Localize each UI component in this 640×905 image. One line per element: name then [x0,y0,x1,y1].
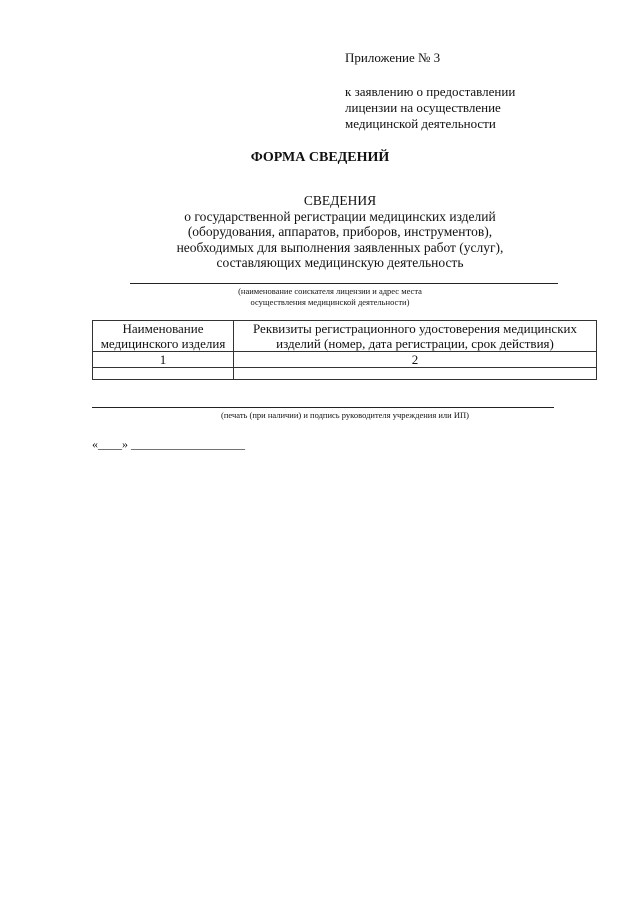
heading-line: составляющих медицинскую деятельность [216,255,464,270]
header-registration-details: Реквизиты регистрационного удостоверения медицинских изделий (номер, дата регистрации, срок действия) [234,321,597,352]
date-field[interactable]: «____» ___________________ [92,437,245,451]
table-number-row [93,352,597,368]
applicant-name-line[interactable] [130,283,558,284]
applicant-caption [200,286,460,308]
appendix-line: к заявлению о предоставлении [345,84,516,99]
caption-line: осуществления медицинской деятельности) [250,297,410,307]
table-cell[interactable] [234,368,597,380]
table-row[interactable] [93,368,597,380]
heading-line: о государственной регистрации медицинских изделий [184,208,496,224]
caption-line: (наименование соискателя лицензии и адрес места [238,286,422,296]
devices-table [92,320,597,380]
appendix-title: Приложение № 3 [345,50,441,65]
document-heading [60,193,620,271]
heading-line: СВЕДЕНИЯ [303,193,377,208]
heading-line: необходимых для выполнения заявленных работ (услуг), [176,239,504,255]
heading-line: (оборудования, аппаратов, приборов, инструментов), [187,224,493,239]
signature-caption: (печать (при наличии) и подпись руководителя учреждения или ИП) [221,410,469,420]
column-number: 2 [234,352,597,368]
appendix-line: лицензии на осуществление [345,100,501,115]
signature-line[interactable] [92,407,554,408]
column-number: 1 [93,352,234,368]
appendix-line: медицинской деятельности [345,116,496,131]
header-device-name: Наименование медицинского изделия [93,321,234,352]
form-title: ФОРМА СВЕДЕНИЙ [250,150,390,165]
appendix-block [345,50,515,132]
table-header-row [93,321,597,352]
table-cell[interactable] [93,368,234,380]
